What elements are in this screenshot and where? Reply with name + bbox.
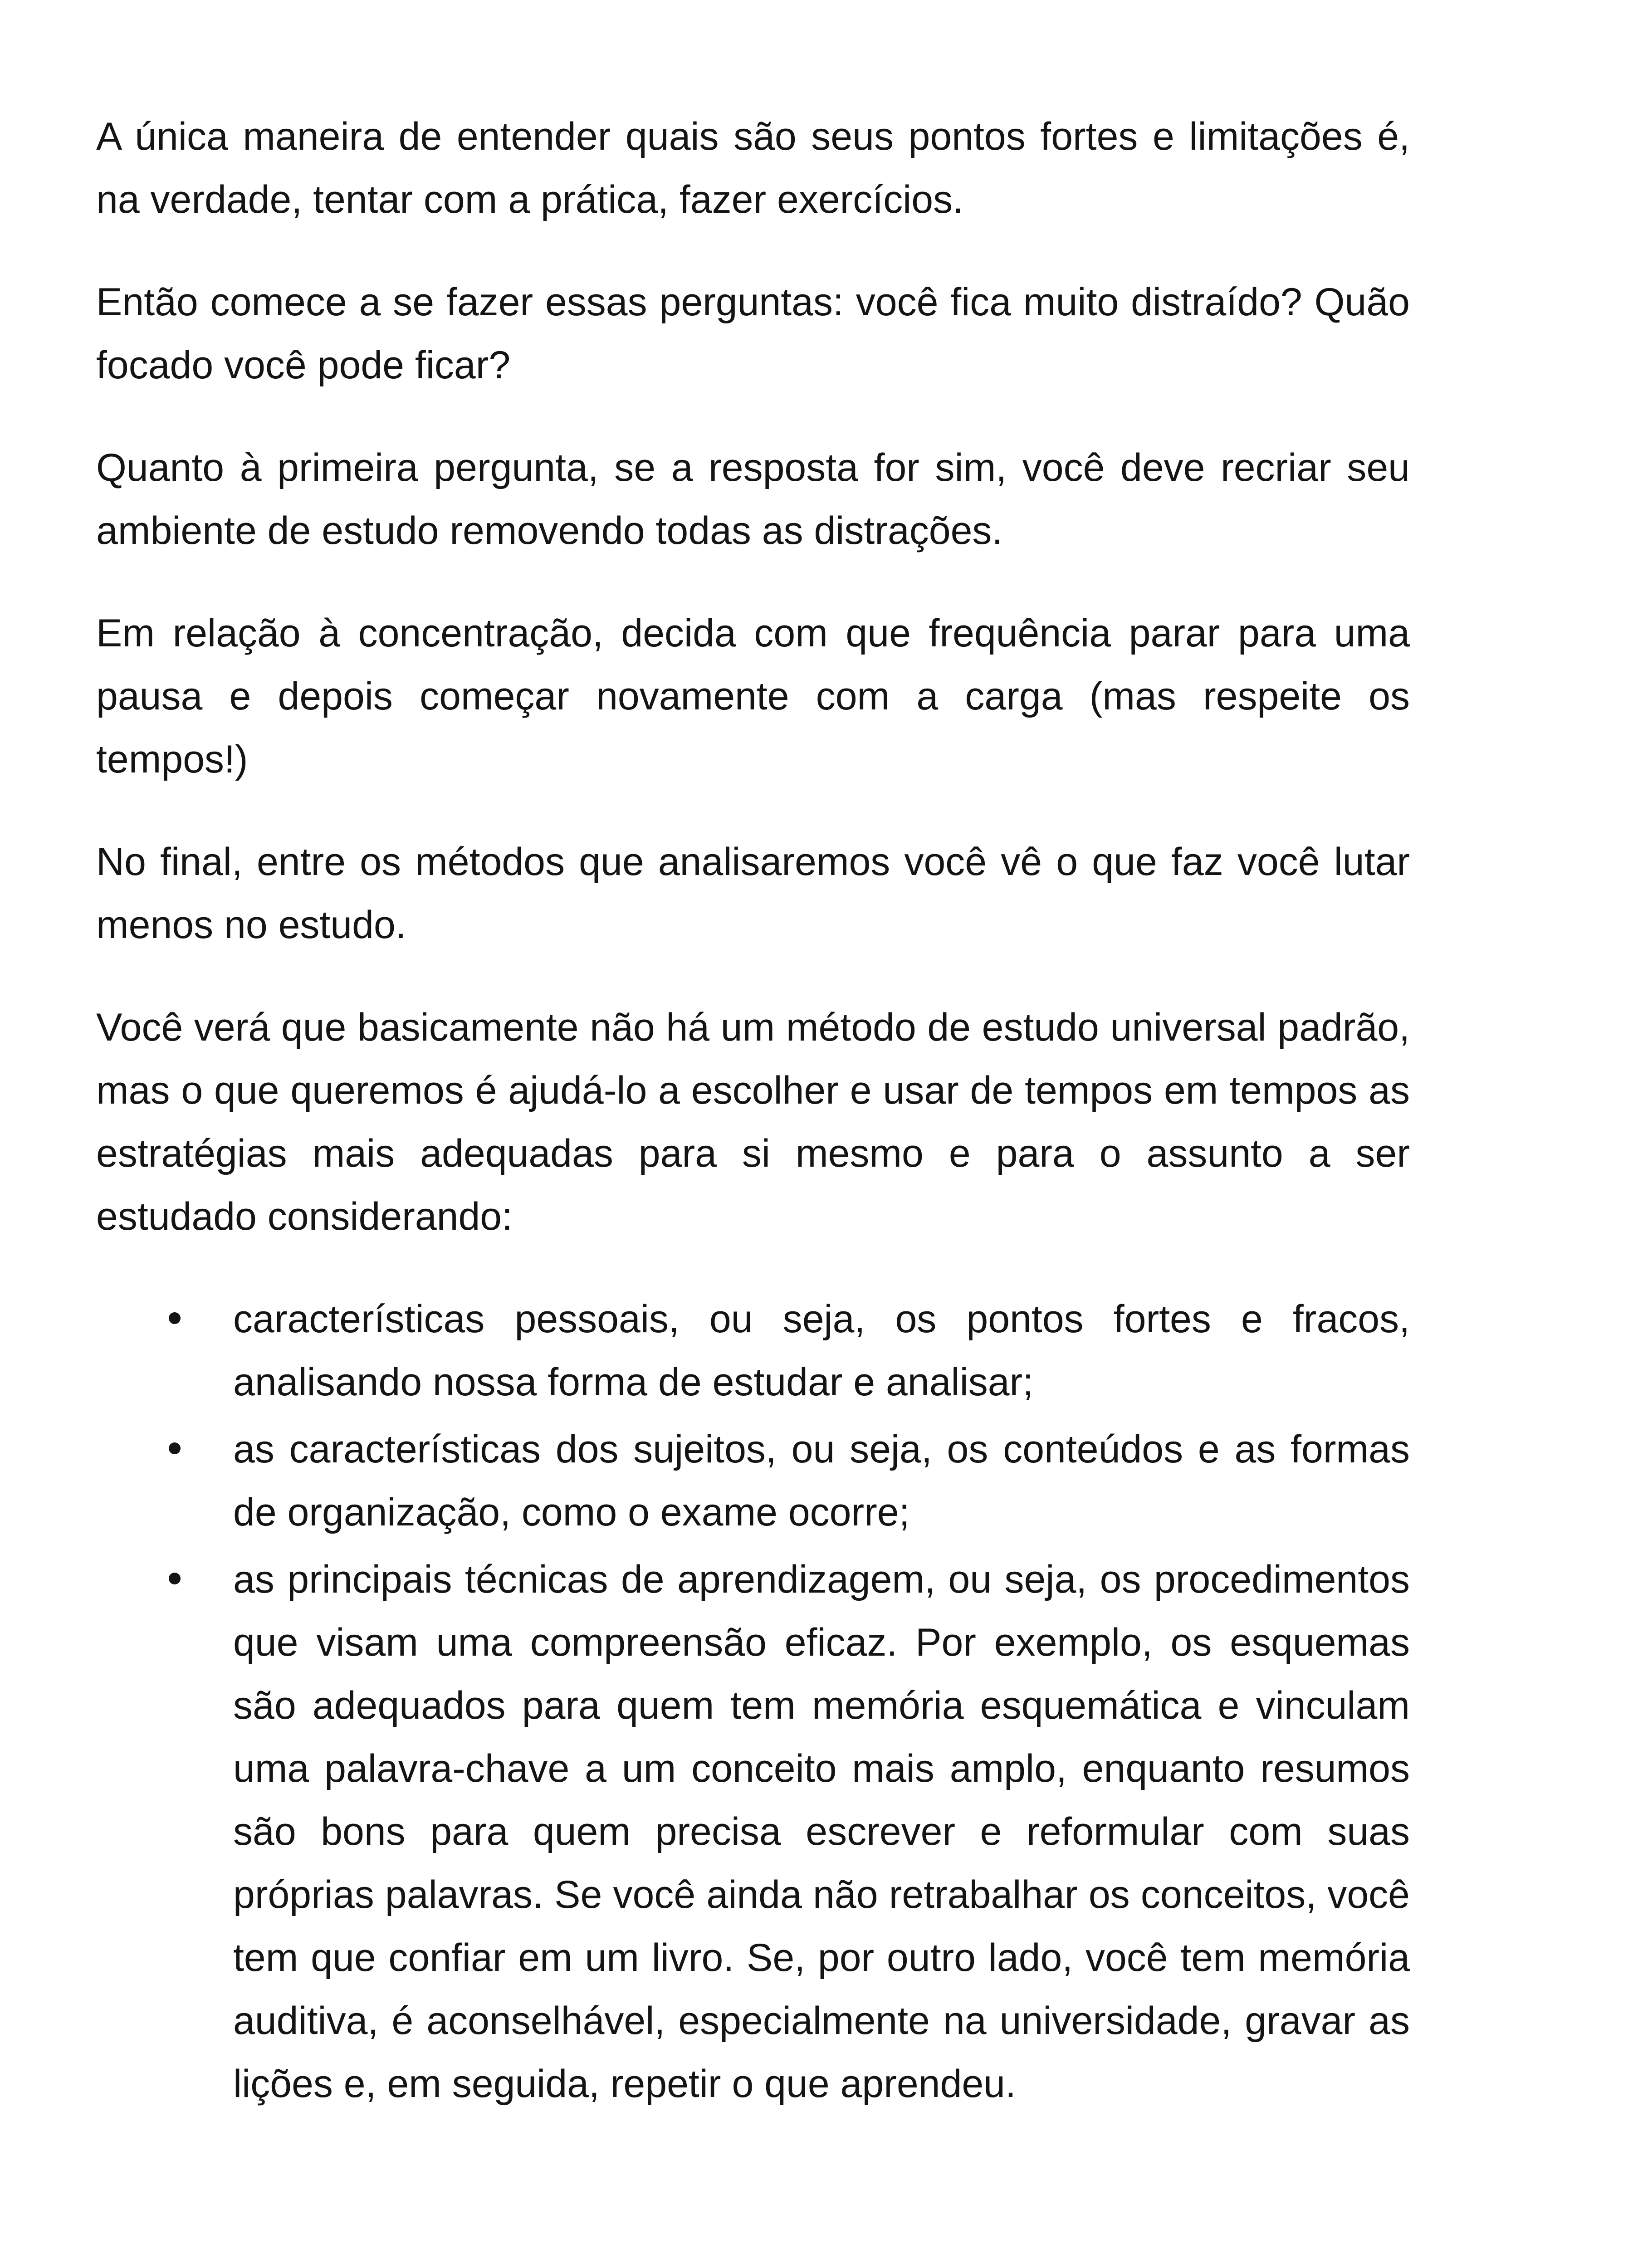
bullet-list <box>96 1288 1410 2116</box>
paragraph: A única maneira de entender quais são seus pontos fortes e limitações é, na verdade, tentar com a prática, fazer exercícios. <box>96 115 1410 221</box>
paragraph: Em relação à concentração, decida com que frequência parar para uma pausa e depois começar novamente com a carga (mas respeite os tempos!) <box>96 611 1410 781</box>
paragraph: Quanto à primeira pergunta, se a resposta for sim, você deve recriar seu ambiente de estudo removendo todas as distrações. <box>96 446 1410 552</box>
list-item-text: as principais técnicas de aprendizagem, ou seja, os procedimentos que visam uma compreensão eficaz. Por exemplo, os esquemas são adequados para quem tem memória esquemática e vinculam uma palavra-chave a um conceito mais amplo, enquanto resumos são bons para quem precisa escrever e reformular com suas próprias palavras. Se você ainda não retrabalhar os conceitos, você tem que confiar em um livro. Se, por outro lado, você tem memória auditiva, é aconselhável, especialmente na universidade, gravar as lições e, em seguida, repetir o que aprendeu. <box>233 1558 1410 2106</box>
paragraph: Você verá que basicamente não há um método de estudo universal padrão, mas o que queremos é ajudá-lo a escolher e usar de tempos em tempos as estratégias mais adequadas para si mesmo e para o assunto a ser estudado considerando: <box>96 1006 1410 1238</box>
paragraph: No final, entre os métodos que analisaremos você vê o que faz você lutar menos no estudo. <box>96 840 1410 947</box>
bullet-icon <box>169 1312 181 1324</box>
list-item <box>96 1418 1410 1544</box>
bullet-icon <box>169 1573 181 1584</box>
list-item <box>96 1288 1410 1414</box>
list-item <box>96 1548 1410 2116</box>
list-item-text: características pessoais, ou seja, os pontos fortes e fracos, analisando nossa forma de estudar e analisar; <box>233 1297 1410 1404</box>
bullet-icon <box>169 1442 181 1454</box>
page-body <box>96 105 1410 2120</box>
list-item-text: as características dos sujeitos, ou seja, os conteúdos e as formas de organização, como o exame ocorre; <box>233 1427 1410 1534</box>
paragraph: Então comece a se fazer essas perguntas: você fica muito distraído? Quão focado você pode ficar? <box>96 280 1410 387</box>
